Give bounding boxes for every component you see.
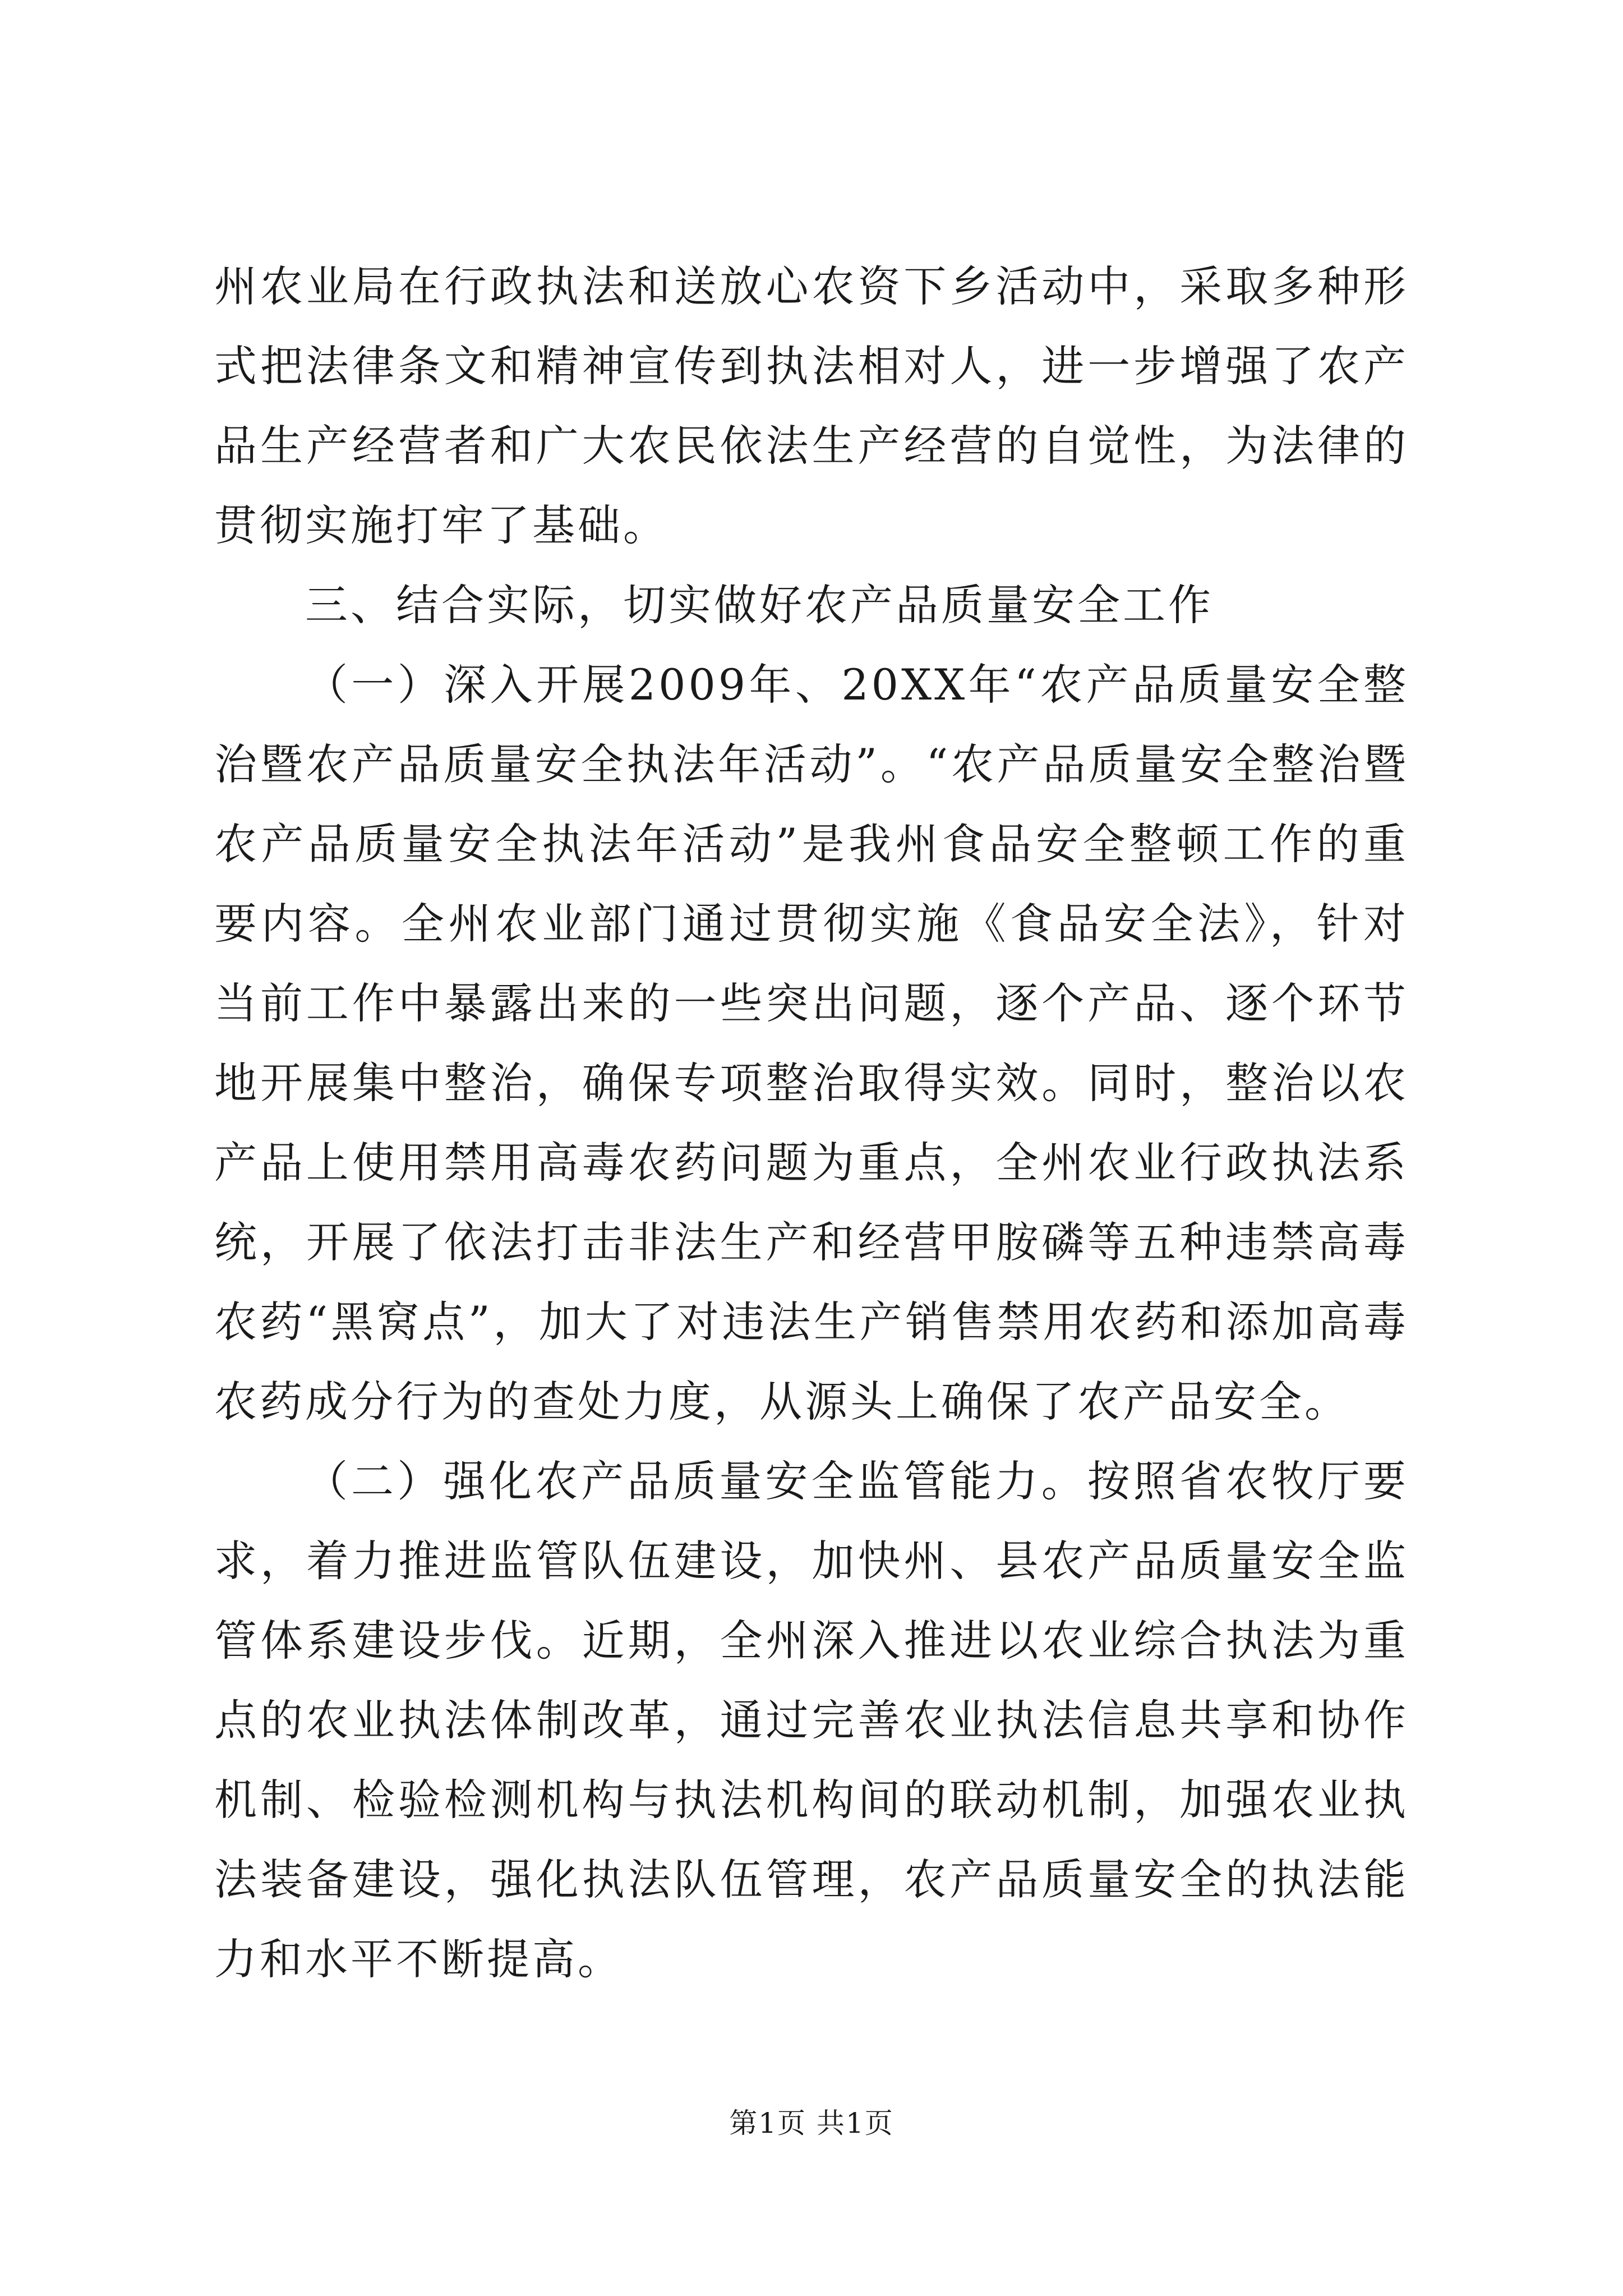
page-footer: 第1页 共1页 <box>729 2107 894 2139</box>
paragraph-intro: 州农业局在行政执法和送放心农资下乡活动中，采取多种形式把法律条文和精神宣传到执法相对人，进一步增强了农产品生产经营者和广大农民依法生产经营的自觉性，为法律的贯彻实施打牢了基础。 <box>214 261 1409 550</box>
paragraph-section-2: （二）强化农产品质量安全监管能力。按照省农牧厅要求，着力推进监管队伍建设，加快州、县农产品质量安全监管体系建设步伐。近期，全州深入推进以农业综合执法为重点的农业执法体制改革，通过完善农业执法信息共享和协作机制、检验检测机构与执法机构间的联动机制，加强农业执法装备建设，强化执法队伍管理，农产品质量安全的执法能力和水平不断提高。 <box>214 1456 1409 1984</box>
document-body <box>214 247 1409 1999</box>
paragraph-section-1: （一）深入开展2009年、20XX年“农产品质量安全整治暨农产品质量安全执法年活动”。“农产品质量安全整治暨农产品质量安全执法年活动”是我州食品安全整顿工作的重要内容。全州农业部门通过贯彻实施《食品安全法》，针对当前工作中暴露出来的一些突出问题，逐个产品、逐个环节地开展集中整治，确保专项整治取得实效。同时，整治以农产品上使用禁用高毒农药问题为重点，全州农业行政执法系统，开展了依法打击非法生产和经营甲胺磷等五种违禁高毒农药“黑窝点”，加大了对违法生产销售禁用农药和添加高毒农药成分行为的查处力度，从源头上确保了农产品安全。 <box>214 660 1409 1427</box>
section-heading: 三、结合实际，切实做好农产品质量安全工作 <box>305 580 1214 630</box>
